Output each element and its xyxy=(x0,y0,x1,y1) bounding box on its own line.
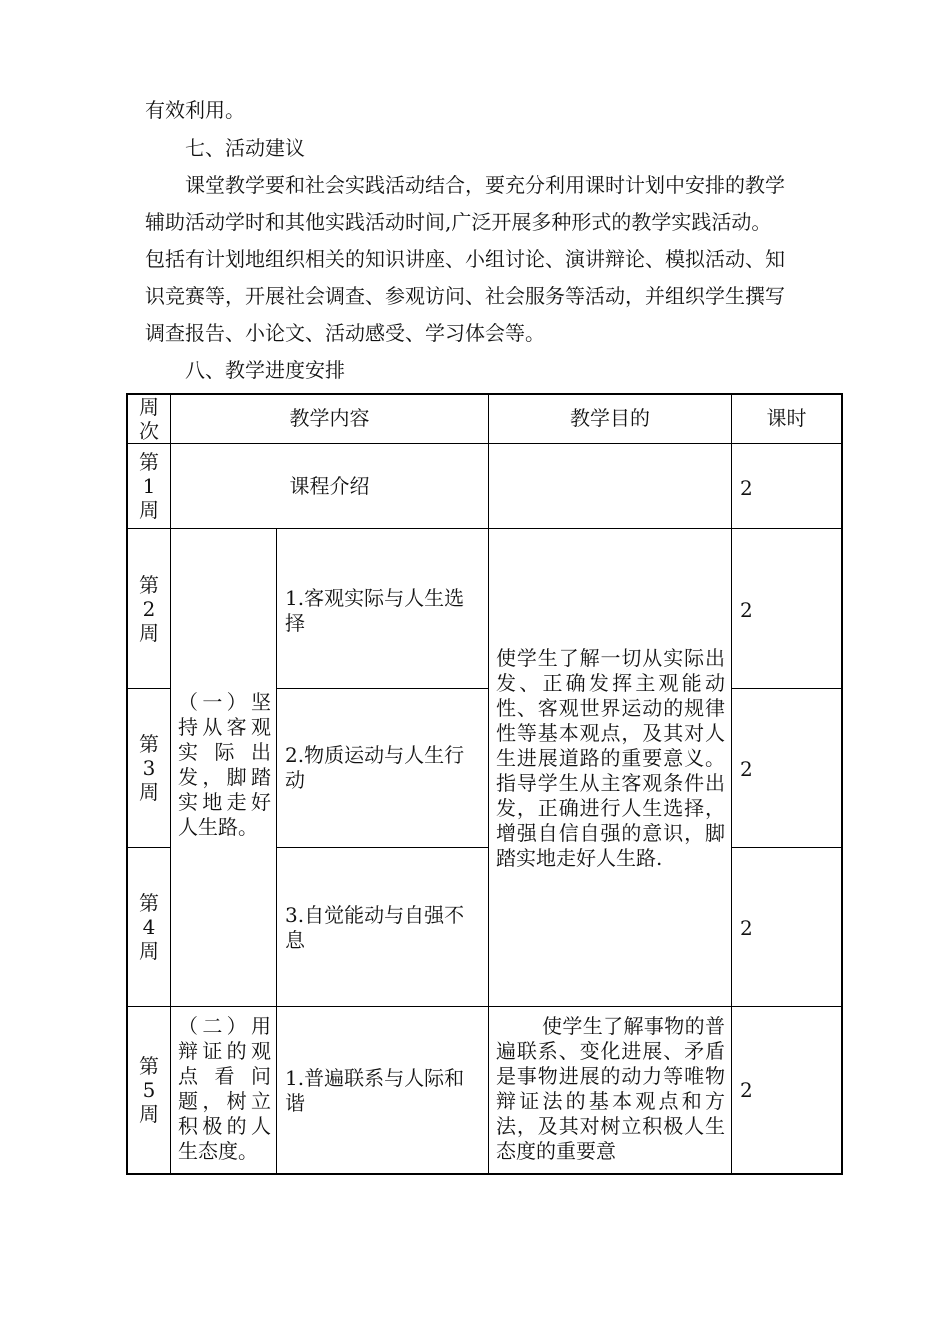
hours-cell: 2 xyxy=(740,757,753,781)
header-week: 周次 xyxy=(139,394,159,443)
week-cell: 第4周 xyxy=(139,891,159,963)
content-cell: 课程介绍 xyxy=(289,473,370,498)
header-content: 教学内容 xyxy=(289,406,370,430)
paragraph-line: 课堂教学要和社会实践活动结合，要充分利用课时计划中安排的教学 xyxy=(185,173,785,197)
item-cell: 3.自觉能动与自强不息 xyxy=(285,903,465,952)
unit-cell: （二）用辩证的观点看问题，树立积极的人生态度。 xyxy=(178,1014,271,1163)
goal-cell: 使学生了解一切从实际出发、正确发挥主观能动性、客观世界运动的规律性等基本观点，及其对人生进展道路的重要意义。指导学生从主客观条件出发，正确进行人生选择，增强自信自强的意识，脚踏实地走好人生路. xyxy=(496,646,725,870)
hours-cell: 2 xyxy=(740,916,753,940)
week-cell: 第1周 xyxy=(139,450,159,522)
header-hours: 课时 xyxy=(766,406,807,430)
header-goal: 教学目的 xyxy=(570,406,650,430)
week-cell: 第3周 xyxy=(139,732,159,804)
paragraph-line: 包括有计划地组织相关的知识讲座、小组讨论、演讲辩论、模拟活动、知 xyxy=(145,247,785,271)
hours-cell: 2 xyxy=(740,598,753,622)
hours-cell: 2 xyxy=(740,476,753,500)
goal-cell: 使学生了解事物的普遍联系、变化进展、矛盾是事物进展的动力等唯物辩证法的基本观点和方法，及其对树立积极人生态度的重要意 xyxy=(496,1014,725,1163)
item-cell: 2.物质运动与人生行动 xyxy=(285,743,465,792)
unit-cell: （一）坚持从客观实际出发，脚踏实地走好人生路。 xyxy=(178,690,271,839)
section-heading-8: 八、教学进度安排 xyxy=(185,358,345,382)
hours-cell: 2 xyxy=(740,1078,753,1102)
paragraph-line: 调查报告、小论文、活动感受、学习体会等。 xyxy=(145,321,545,345)
paragraph-line: 辅助活动学时和其他实践活动时间,广泛开展多种形式的教学实践活动。 xyxy=(145,210,772,234)
item-cell: 1.客观实际与人生选择 xyxy=(285,586,465,635)
week-cell: 第2周 xyxy=(139,572,159,645)
week-cell: 第5周 xyxy=(139,1054,159,1126)
paragraph-line: 识竞赛等，开展社会调查、参观访问、社会服务等活动，并组织学生撰写 xyxy=(145,284,785,308)
section-heading-7: 七、活动建议 xyxy=(185,136,305,160)
item-cell: 1.普遍联系与人际和谐 xyxy=(285,1066,465,1115)
paragraph-ending: 有效利用。 xyxy=(145,98,245,122)
